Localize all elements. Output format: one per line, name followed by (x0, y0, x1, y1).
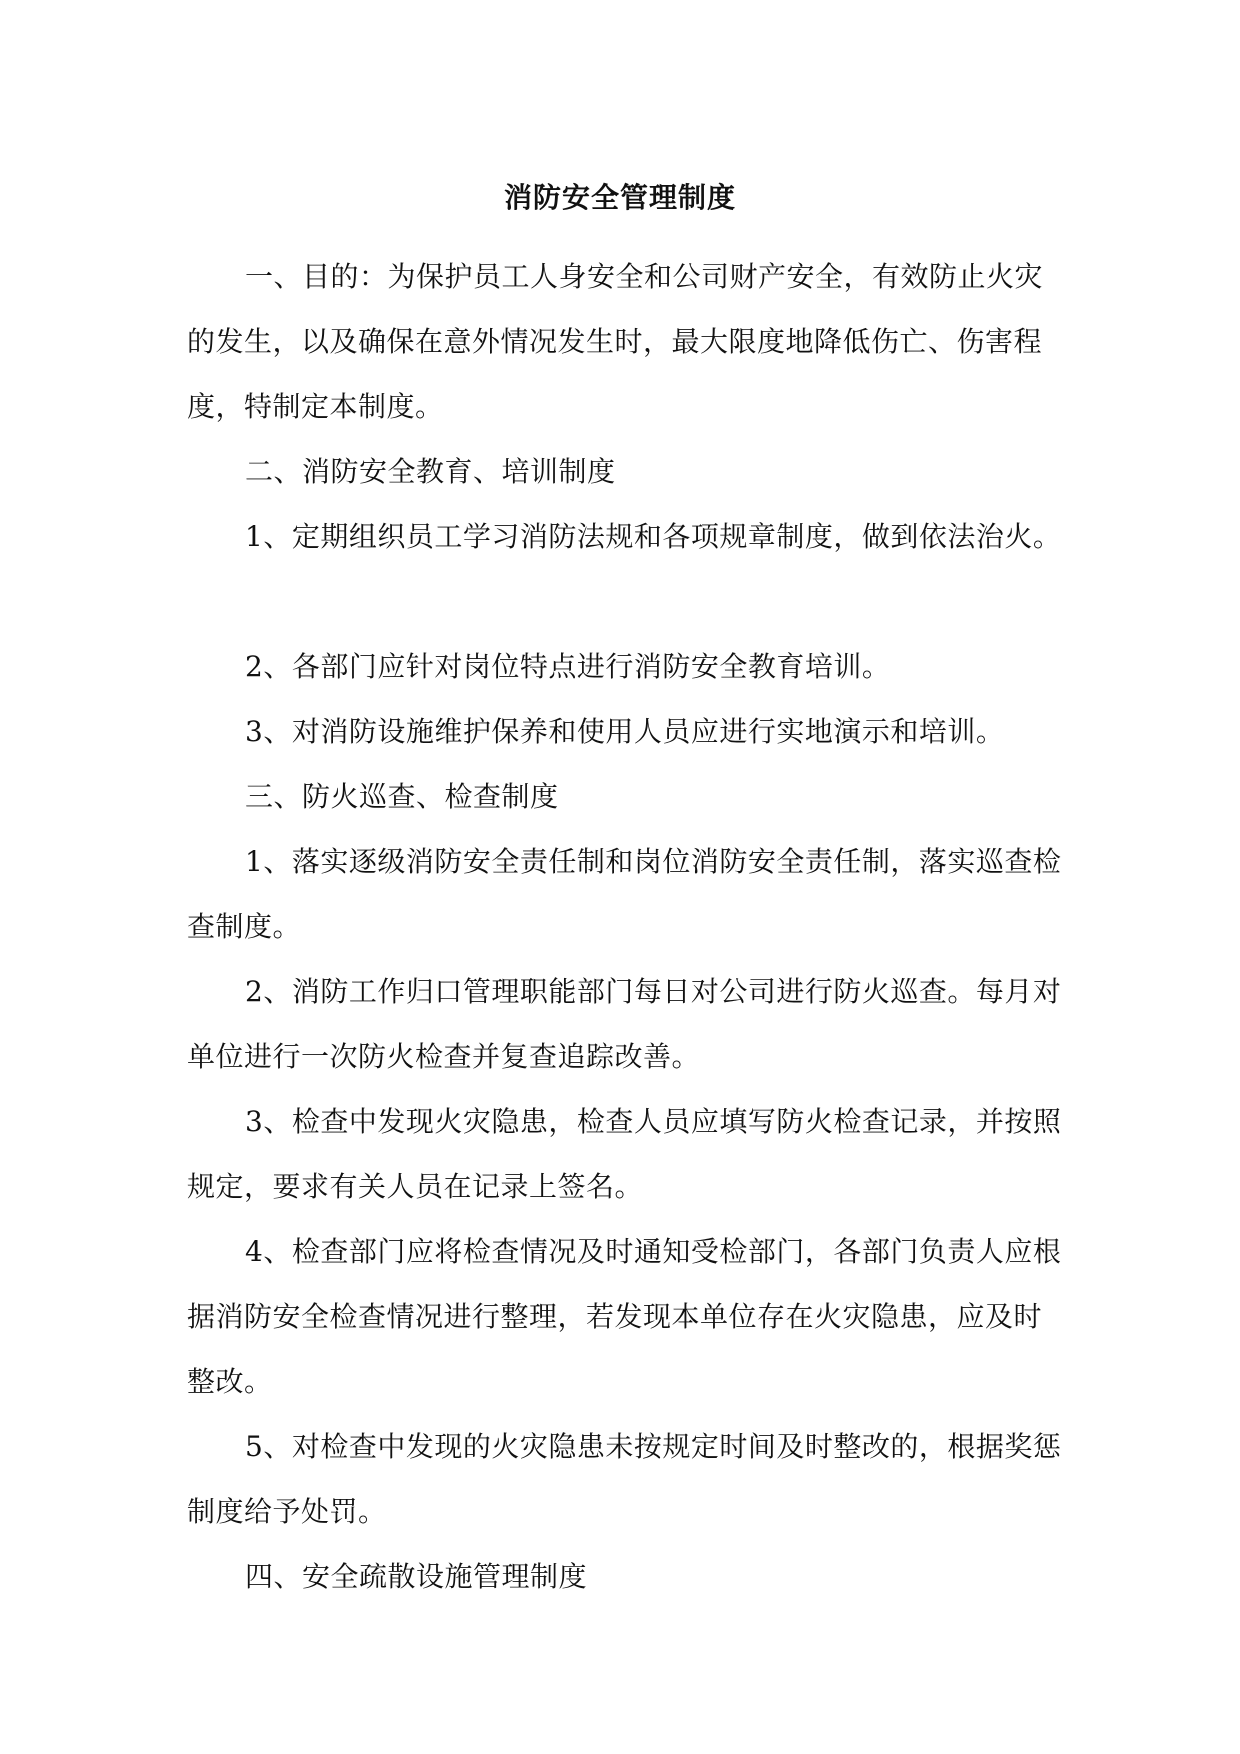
paragraph-inspection-5: 5、对检查中发现的火灾隐患未按规定时间及时整改的，根据奖惩制度给予处罚。 (187, 1430, 1062, 1528)
section-heading-education-training: 二、消防安全教育、培训制度 (245, 455, 616, 488)
document-body (187, 244, 1067, 1609)
section-heading-inspection: 三、防火巡查、检查制度 (245, 780, 559, 813)
paragraph-inspection-4: 4、检查部门应将检查情况及时通知受检部门，各部门负责人应根据消防安全检查情况进行整理，若发现本单位存在火灾隐患，应及时整改。 (187, 1235, 1062, 1398)
paragraph-education-1: 1、定期组织员工学习消防法规和各项规章制度，做到依法治火。 (245, 520, 1062, 553)
paragraph-inspection-2: 2、消防工作归口管理职能部门每日对公司进行防火巡查。每月对单位进行一次防火检查并复查追踪改善。 (187, 975, 1062, 1073)
blank-line (187, 569, 1067, 634)
section-heading-evacuation: 四、安全疏散设施管理制度 (245, 1560, 588, 1593)
paragraph-purpose: 一、目的：为保护员工人身安全和公司财产安全，有效防止火灾的发生，以及确保在意外情况发生时，最大限度地降低伤亡、伤害程度，特制定本制度。 (187, 260, 1044, 423)
paragraph-inspection-1: 1、落实逐级消防安全责任制和岗位消防安全责任制，落实巡查检查制度。 (187, 845, 1062, 943)
paragraph-inspection-3: 3、检查中发现火灾隐患，检查人员应填写防火检查记录，并按照规定，要求有关人员在记录上签名。 (187, 1105, 1062, 1203)
document-title: 消防安全管理制度 (503, 181, 736, 214)
paragraph-education-2: 2、各部门应针对岗位特点进行消防安全教育培训。 (245, 650, 891, 683)
paragraph-education-3: 3、对消防设施维护保养和使用人员应进行实地演示和培训。 (245, 715, 1005, 748)
